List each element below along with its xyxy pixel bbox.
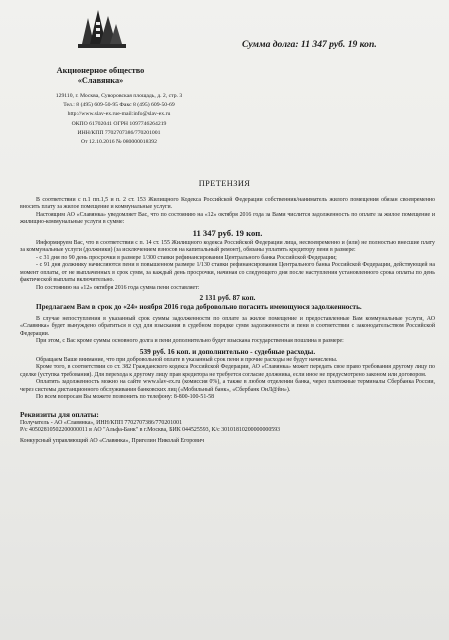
paragraph-assignment: Кроме того, в соответствии со ст. 382 Гражданского кодекса Российской Федерации, АО «Славянка» может передать свое право требования другому лицу по сделке (уступка требования). Для перехода к другому лицу прав кредитора не требуется согласие должника, если иное не предусмотрено законом или договором. — [20, 364, 435, 378]
paragraph-legal-basis: В соответствии с п.1 пп.1,5 и п. 2 ст. 153 Жилищного Кодекса Российской Федерации собственник/наниматель жилого помещения обязан своевременно вносить плату за жилое помещение и коммунальные услуги. — [20, 197, 435, 211]
payment-offer: Предлагаем Вам в срок до «24» ноября 2016 года добровольно погасить имеющуюся задолженность. — [36, 302, 362, 311]
paragraph-penalty-state: По состоянию на «12» октября 2016 года сумма пени составляет: — [36, 284, 200, 291]
requisites-account: Р/с 40502810502200000011 в АО "Альфа-Банк" в г.Москва, БИК 044525593, К/с 30101810200000000593 — [20, 426, 281, 433]
company-details — [34, 92, 204, 147]
debt-sum: 11 347 руб. 19 коп. — [192, 227, 263, 238]
company-address: 129110, г. Москва, Суворовская площадь, д. 2, стр. 3 — [55, 93, 183, 99]
document-title: ПРЕТЕНЗИЯ — [198, 179, 251, 188]
bankruptcy-manager: Конкурсный управляющий АО «Славянка», Пригелин Николай Егорович — [20, 438, 205, 445]
paragraph-voluntary-payment: Обращаем Ваше внимание, что при добровольной оплате в указанный срок пени и прочие расходы не будут начислены. — [36, 356, 338, 363]
court-fee-sum: 539 руб. 16 коп. и дополнительно - судебные расходы. — [139, 346, 316, 356]
company-name: Акционерное общество «Славянка» — [56, 66, 145, 85]
paragraph-penalty-rate-2: - с 91 дня должнику начисляются пени в повышенном размере 1/130 ставки рефинансирования Центрального банка Российской Федерации, действующей на момент оплаты, от не выплаченных в срок сумм, за каждый день просрочки, начиная со следующего дня после наступления установленного срока оплаты по день фактической выплаты включительно. — [20, 262, 435, 284]
paragraph-penalty-info: Информируем Вас, что в соответствии с п. 14 ст. 155 Жилищного кодекса Российской Федерации лица, несвоевременно и (или) не полностью внесшие плату за коммунальные услуги (должники) (за исключением взносов на капитальный ремонт), обязаны уплатить кредитору пени в размере: — [20, 239, 435, 254]
company-okpo-ogrn: ОКПО 61702041 ОГРН 1097746264219 — [71, 120, 167, 127]
paragraph-duty-notice: При этом, с Вас кроме суммы основного долга и пени дополнительно будет взыскана государственная пошлина в размере: — [36, 338, 344, 345]
letter-date-number: От 12.10.2016 № 080000018392 — [80, 139, 157, 146]
company-phones: Тел.: 8 (495) 609-50-95 Факс 8 (495) 609-50-69 — [63, 102, 175, 109]
paragraph-debt-notice: Настоящим АО «Славянка» уведомляет Вас, что по состоянию на «12» октября 2016 года за Вами числится задолженность по оплате за жилое помещение и жилищно-коммунальные услуги в сумме: — [20, 211, 435, 226]
company-logo-icon — [78, 8, 126, 48]
paragraph-payment-methods: Оплатить задолженность можно на сайте www.slav-ex.ru (комиссия 0%), а также в любом отделении банка, через платежные терминалы Сбербанка России, через системы дистанционного обслуживания банковских лиц («Мобильный банк», «Сбербанк ОнЛ@йн»). — [20, 379, 435, 393]
requisites-recipient: Получатель - АО «Славянка», ИНН/КПП 7702707386/770201001 — [20, 419, 183, 426]
requisites-title: Реквизиты для оплаты: — [20, 409, 99, 419]
letter-body — [20, 197, 435, 446]
company-inn-kpp: ИНН/КПП 7702707386/770201001 — [77, 129, 161, 136]
paragraph-court-warning: В случае непоступления в указанный срок суммы задолженности по оплате за жилое помещение и предоставленные Вам коммунальные услуги, АО «Славянка» будет вынуждено обратиться в суд для взыскания в судебном порядке сумм задолженности и пени в соответствии с законодательством Российской Федерации. — [20, 315, 435, 337]
company-web: http://www.slav-ex.rue-mail:info@slav-ex.ru — [67, 111, 171, 118]
penalty-sum: 2 131 руб. 87 коп. — [199, 292, 256, 302]
paragraph-phone: По всем вопросам Вы можете позвонить по телефону: 8-800-100-51-58 — [36, 394, 215, 401]
paragraph-penalty-rate-1: - с 31 дня по 90 день просрочки в размере 1/300 ставки рефинансирования Центрального банка Российской Федерации; — [36, 254, 337, 261]
debt-amount-header: Сумма долга: 11 347 руб. 19 коп. — [242, 39, 377, 50]
